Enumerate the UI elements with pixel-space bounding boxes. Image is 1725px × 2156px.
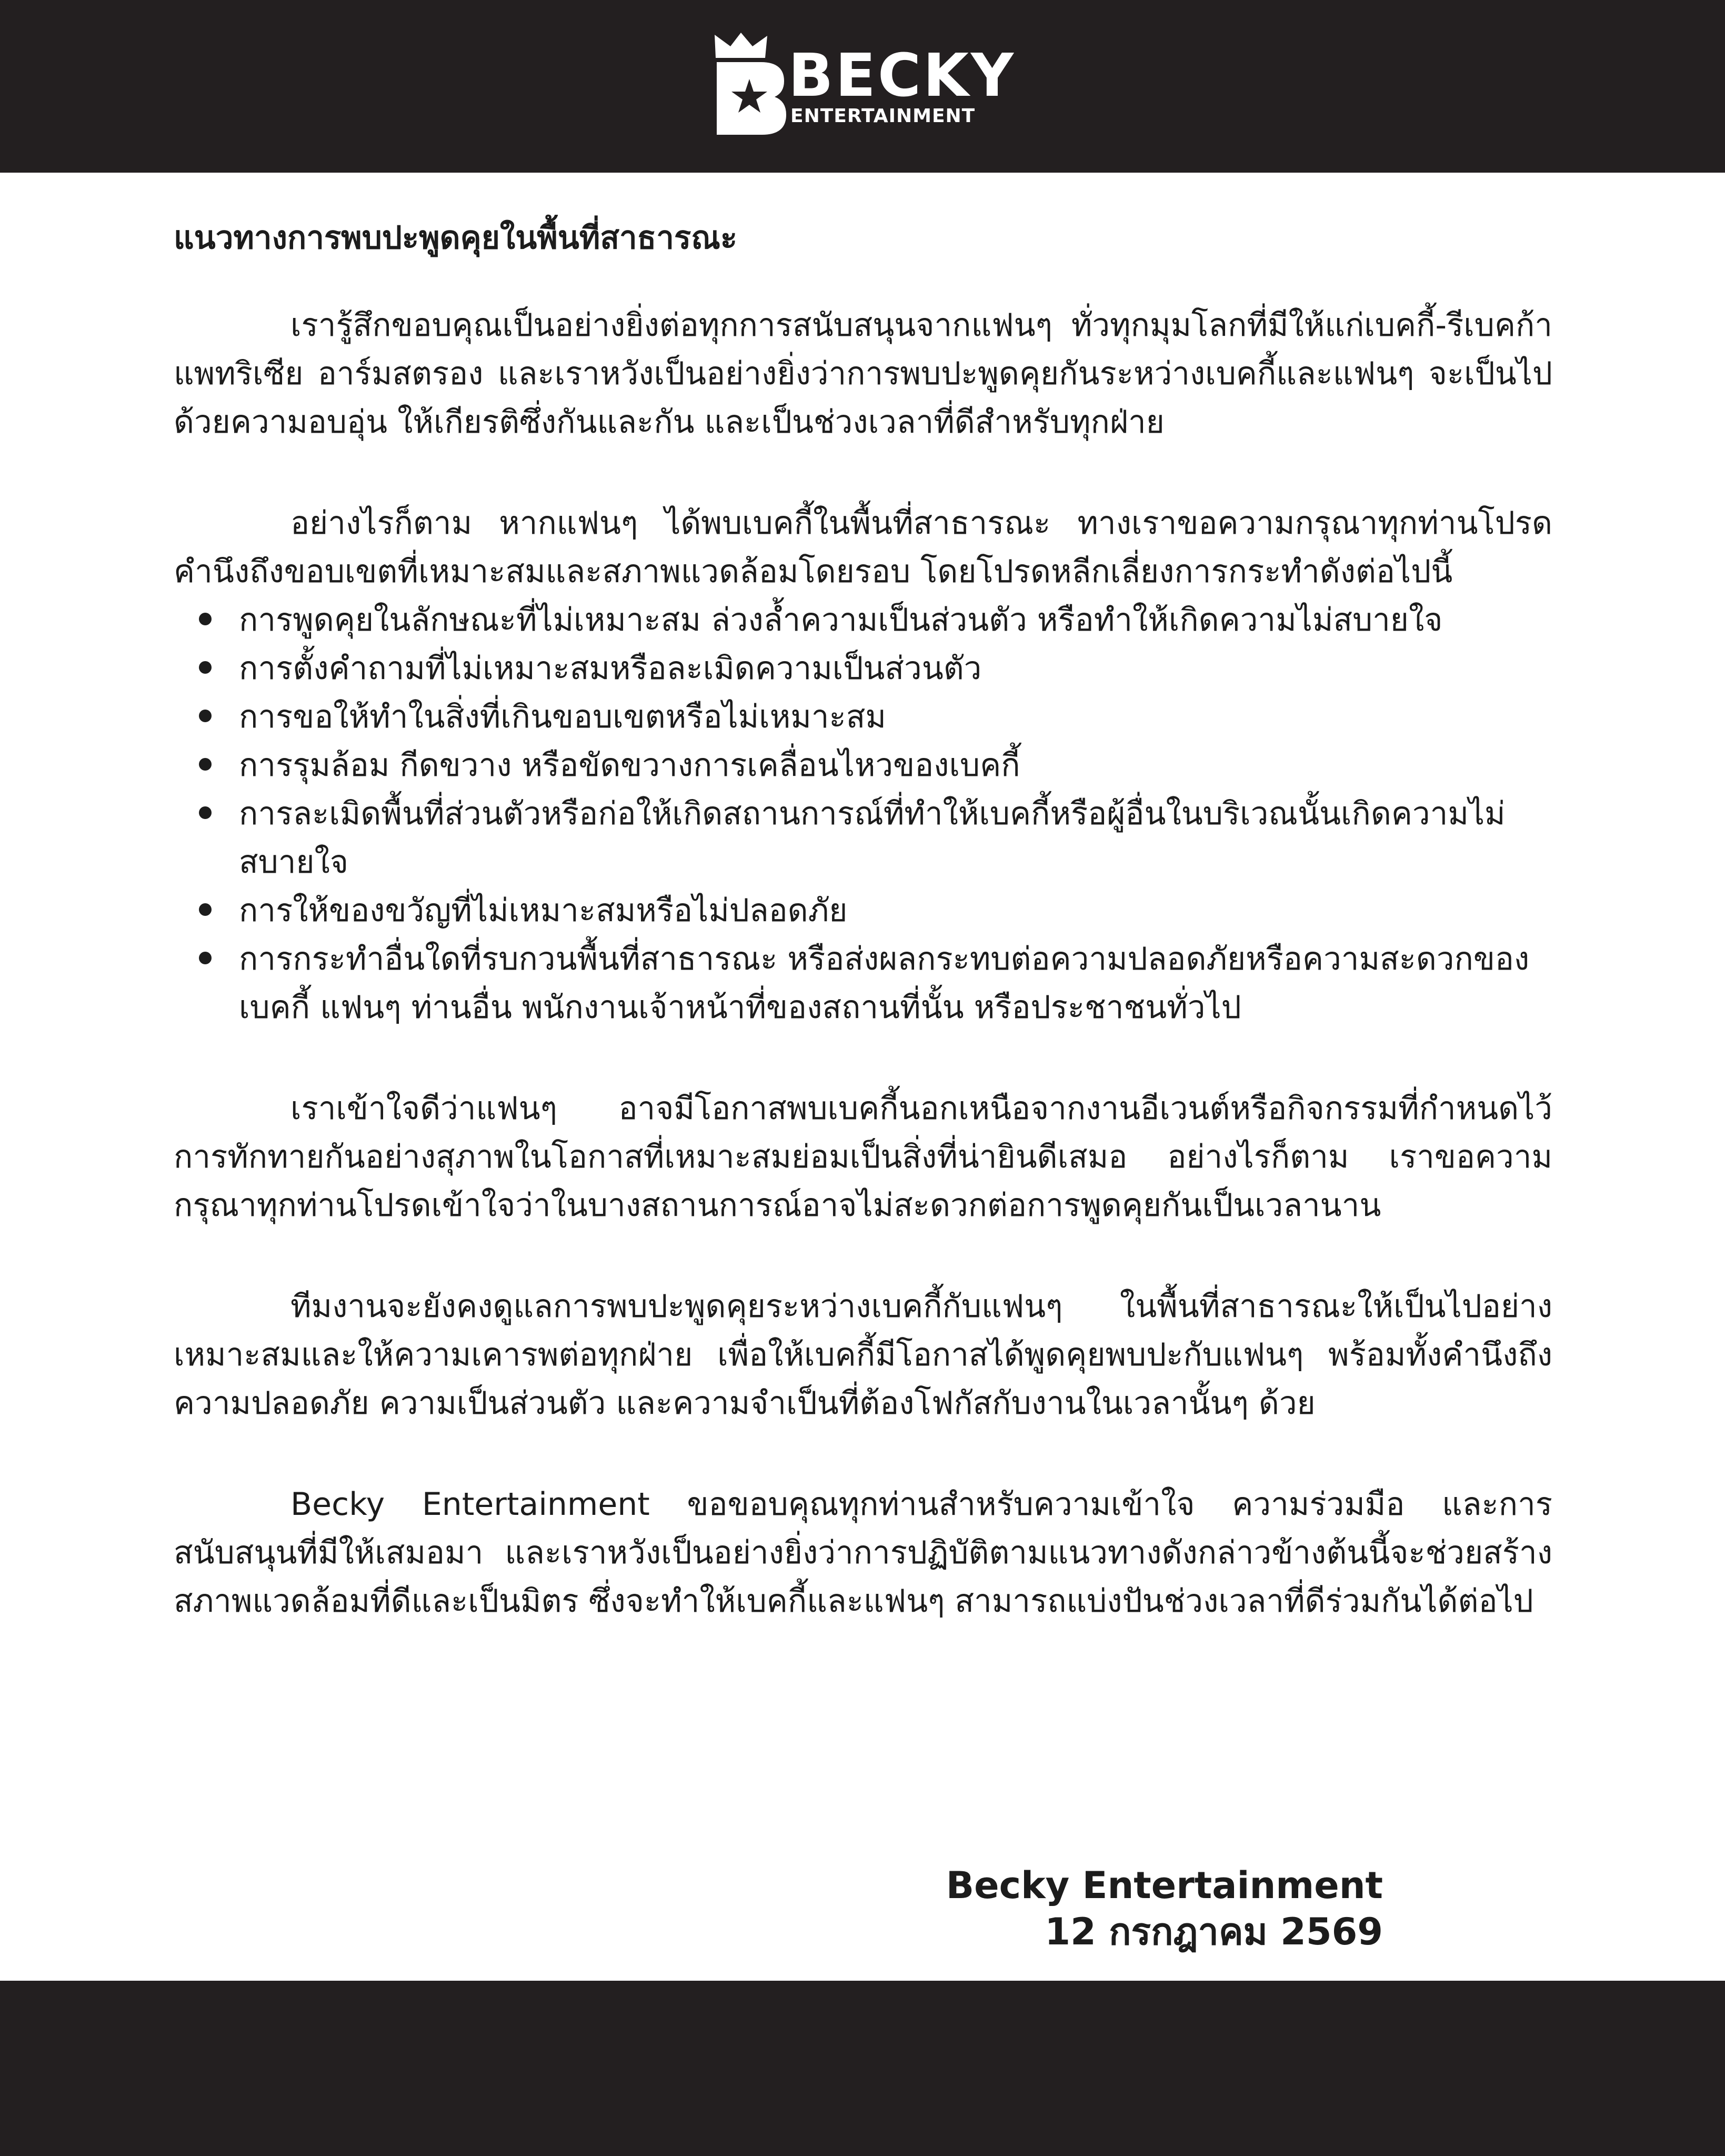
list-item [174,790,1552,886]
footer-bar [0,1981,1725,2156]
list-item-text: การให้ของขวัญที่ไม่เหมาะสมหรือไม่ปลอดภัย [239,892,848,929]
bullet-icon [199,710,212,722]
paragraph-guidelines: อย่างไรก็ตาม หากแฟนๆ ได้พบเบคกี้ในพื้นที่สาธารณะ ทางเราขอความกรุณาทุกท่านโปรดคำนึงถึงขอบเขตที่เหมาะสมและสภาพแวดล้อมโดยรอบ โดยโปรดหลีกเลี่ยงการกระทำดังต่อไปนี้ [174,505,1552,590]
paragraph-thanks: Becky Entertainment ขอขอบคุณทุกท่านสำหรับความเข้าใจ ความร่วมมือ และการสนับสนุนที่มีให้เสมอมา และเราหวังเป็นอย่างยิ่งว่าการปฏิบัติตามแนวทางดังกล่าวข้างต้นนี้จะช่วยสร้างสภาพแวดล้อมที่ดีและเป็นมิตร ซึ่งจะทำให้เบคกี้และแฟนๆ สามารถแบ่งปันช่วงเวลาที่ดีร่วมกันได้ต่อไป [174,1486,1552,1620]
bullet-icon [199,952,212,964]
paragraph-greeting: เราเข้าใจดีว่าแฟนๆ อาจมีโอกาสพบเบคกี้นอกเหนือจากงานอีเวนต์หรือกิจกรรมที่กำหนดไว้ การทักทายกันอย่างสุภาพในโอกาสที่เหมาะสมย่อมเป็นสิ่งที่น่ายินดีเสมอ อย่างไรก็ตาม เราขอความกรุณาทุกท่านโปรดเข้าใจว่าในบางสถานการณ์อาจไม่สะดวกต่อการพูดคุยกันเป็นเวลานาน [174,1090,1552,1224]
becky-entertainment-logo [710,31,1016,136]
list-item-text: การพูดคุยในลักษณะที่ไม่เหมาะสม ล่วงล้ำความเป็นส่วนตัว หรือทำให้เกิดความไม่สบายใจ [239,602,1443,638]
list-item [174,741,1552,790]
bullet-icon [199,613,212,625]
list-item-text: การกระทำอื่นใดที่รบกวนพื้นที่สาธารณะ หรือส่งผลกระทบต่อความปลอดภัยหรือความสะดวกของเบคกี้ แฟนๆ ท่านอื่น พนักงานเจ้าหน้าที่ของสถานที่นั้น หรือประชาชนทั่วไป [239,941,1530,1026]
paragraph-intro: เรารู้สึกขอบคุณเป็นอย่างยิ่งต่อทุกการสนับสนุนจากแฟนๆ ทั่วทุกมุมโลกที่มีให้แก่เบคกี้-รีเบคก้า แพทริเซีย อาร์มสตรอง และเราหวังเป็นอย่างยิ่งว่าการพบปะพูดคุยกันระหว่างเบคกี้และแฟนๆ จะเป็นไปด้วยความอบอุ่น ให้เกียรติซึ่งกันและกัน และเป็นช่วงเวลาที่ดีสำหรับทุกฝ่าย [174,307,1552,441]
signature-block [946,1862,1383,1955]
document-body [174,209,1552,1625]
list-item-text: การรุมล้อม กีดขวาง หรือขัดขวางการเคลื่อนไหวของเบคกี้ [239,747,1020,784]
logo-wordmark: BECKY [788,42,1016,110]
list-item-text: การขอให้ทำในสิ่งที่เกินขอบเขตหรือไม่เหมาะสม [239,698,886,735]
list-item [174,886,1552,935]
bullet-icon [199,806,212,819]
list-item-text: การละเมิดพื้นที่ส่วนตัวหรือก่อให้เกิดสถานการณ์ที่ทำให้เบคกี้หรือผู้อื่นในบริเวณนั้นเกิดความไม่สบายใจ [239,795,1506,881]
bullet-icon [199,903,212,916]
paragraph-team: ทีมงานจะยังคงดูแลการพบปะพูดคุยระหว่างเบคกี้กับแฟนๆ ในพื้นที่สาธารณะให้เป็นไปอย่างเหมาะสมและให้ความเคารพต่อทุกฝ่าย เพื่อให้เบคกี้มีโอกาสได้พูดคุยพบปะกับแฟนๆ พร้อมทั้งคำนึงถึงความปลอดภัย ความเป็นส่วนตัว และความจำเป็นที่ต้องโฟกัสกับงานในเวลานั้นๆ ด้วย [174,1288,1552,1422]
list-item [174,935,1552,1032]
guideline-list [174,596,1552,1032]
document-title: แนวทางการพบปะพูดคุยในพื้นที่สาธารณะ [174,219,738,256]
signature-date: 12 กรกฎาคม 2569 [1045,1910,1383,1953]
bullet-icon [199,661,212,674]
list-item [174,596,1552,644]
logo-subtitle: ENTERTAINMENT [790,105,976,127]
list-item [174,693,1552,741]
signature-name: Becky Entertainment [946,1864,1383,1907]
becky-crown-star-icon [710,31,789,136]
bullet-icon [199,758,212,771]
header-bar [0,0,1725,173]
list-item-text: การตั้งคำถามที่ไม่เหมาะสมหรือละเมิดความเป็นส่วนตัว [239,650,982,687]
list-item [174,644,1552,693]
